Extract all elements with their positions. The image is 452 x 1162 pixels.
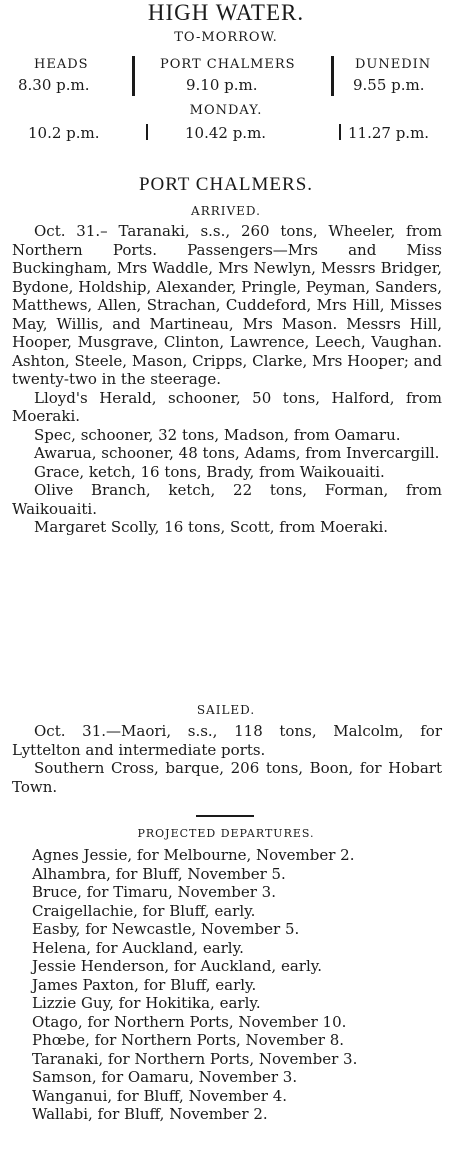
tomorrow-dunedin: 9.55 p.m.	[353, 76, 425, 94]
arrived-heading: ARRIVED.	[191, 204, 261, 218]
sailed-entry: Southern Cross, barque, 206 tons, Boon, for Hobart Town.	[12, 759, 442, 796]
departure-item: Bruce, for Timaru, November 3.	[32, 883, 276, 901]
departure-item: Otago, for Northern Ports, November 10.	[32, 1012, 347, 1031]
header-dunedin: DUNEDIN	[355, 57, 432, 72]
sailed-heading: SAILED.	[196, 703, 256, 717]
divider-bar	[339, 124, 341, 140]
header-port-chalmers: PORT CHALMERS	[160, 57, 296, 72]
arrival-entry: Oct. 31.– Taranaki, s.s., 260 tons, Wheeler, from Northern Ports. Passengers—Mrs and Miss Buckingham, Mrs Waddle, Mrs Newlyn, Messrs Bridger, Bydone, Holdship, Alexander, Pringle, Peyman, Sanders, Matthews, Allen, Strachan, Cuddeford, Mrs Hill, Misses May, Willis, and Martineau, Mrs Mason. Messrs Hill, Hooper, Musgrave, Clinton, Lawrence, Leech, Vaughan. Ashton, Steele, Mason, Cripps, Clarke, Mrs Hooper; and twenty-two in the steerage.	[12, 222, 442, 388]
departure-item: Agnes Jessie, for Melbourne, November 2.	[32, 846, 355, 864]
header-heads: HEADS	[34, 57, 89, 72]
departure-item: Alhambra, for Bluff, November 5.	[32, 864, 286, 883]
arrival-entry: Lloyd's Herald, schooner, 50 tons, Halford, from Moeraki.	[12, 388, 442, 425]
projected-departures-list	[32, 846, 442, 1124]
arrival-entry: Olive Branch, ketch, 22 tons, Forman, from Waikouaiti.	[12, 481, 442, 518]
departure-item: Wallabi, for Bluff, November 2.	[32, 1105, 268, 1123]
monday-port-chalmers: 10.42 p.m.	[185, 124, 267, 142]
tomorrow-port-chalmers: 9.10 p.m.	[186, 76, 258, 94]
departure-item: James Paxton, for Bluff, early.	[32, 975, 257, 994]
arrival-entry: Awarua, schooner, 48 tons, Adams, from Invercargill.	[34, 444, 440, 462]
port-chalmers-heading: PORT CHALMERS.	[138, 174, 314, 195]
tides-subtitle: TO-MORROW.	[174, 30, 278, 45]
departure-item: Wanganui, for Bluff, November 4.	[32, 1086, 288, 1105]
tides-monday-label: MONDAY.	[189, 103, 263, 118]
section-divider-rule	[196, 815, 254, 817]
divider-bar	[146, 124, 148, 140]
arrival-entry: Grace, ketch, 16 tons, Brady, from Waikouaiti.	[34, 462, 385, 481]
tides-title: HIGH WATER.	[147, 0, 305, 25]
departure-item: Phœbe, for Northern Ports, November 8.	[32, 1031, 345, 1049]
projected-heading: PROJECTED DEPARTURES.	[137, 827, 315, 840]
departure-item: Craigellachie, for Bluff, early.	[32, 901, 256, 920]
departure-item: Jessie Henderson, for Auckland, early.	[32, 957, 323, 975]
sailed-entry: Oct. 31.—Maori, s.s., 118 tons, Malcolm, for Lyttelton and intermediate ports.	[12, 722, 442, 759]
departure-item: Helena, for Auckland, early.	[32, 938, 244, 957]
monday-dunedin: 11.27 p.m.	[348, 124, 430, 142]
arrival-entry: Margaret Scolly, 16 tons, Scott, from Moeraki.	[34, 518, 389, 536]
sailed-list	[12, 722, 442, 796]
departure-item: Taranaki, for Northern Ports, November 3.	[32, 1049, 358, 1068]
tomorrow-heads: 8.30 p.m.	[18, 76, 90, 94]
divider-bar	[132, 56, 135, 96]
departure-item: Easby, for Newcastle, November 5.	[32, 920, 300, 938]
departure-item: Samson, for Oamaru, November 3.	[32, 1068, 298, 1086]
monday-heads: 10.2 p.m.	[28, 124, 100, 142]
departure-item: Lizzie Guy, for Hokitika, early.	[32, 994, 261, 1012]
arrival-entry: Spec, schooner, 32 tons, Madson, from Oamaru.	[34, 425, 401, 444]
divider-bar	[331, 56, 334, 96]
arrived-list	[12, 222, 442, 537]
